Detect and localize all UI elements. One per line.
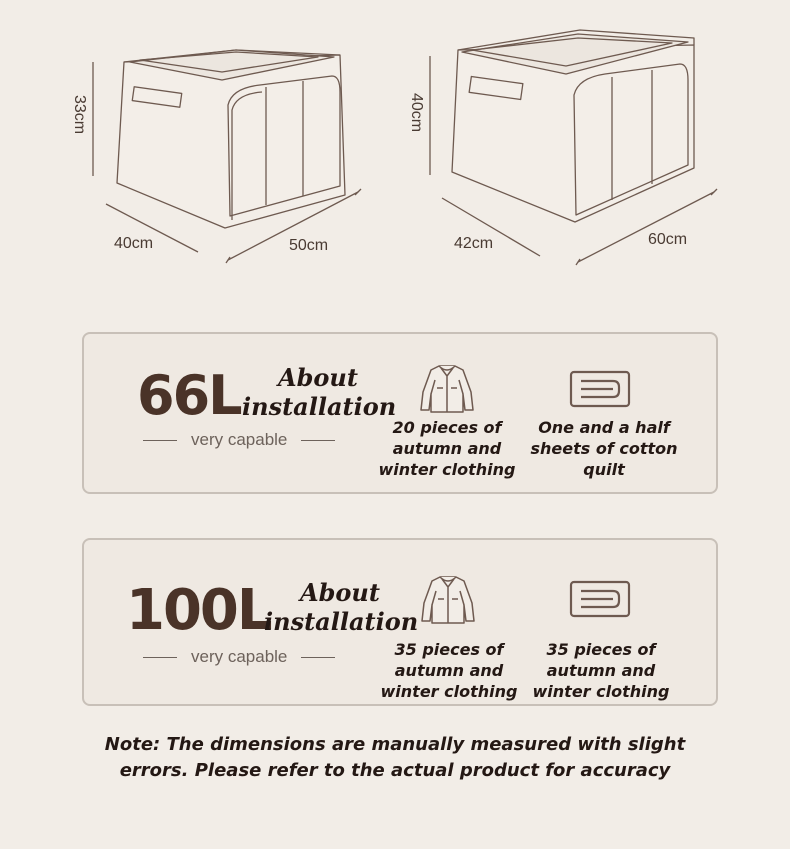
- quilt-icon: [569, 370, 631, 408]
- divider-line: [143, 657, 177, 658]
- about-line2: installation: [242, 392, 397, 421]
- about-line2: installation: [264, 607, 419, 636]
- divider-line: [301, 657, 335, 658]
- capacity-value: 100L: [126, 578, 271, 643]
- divider-line: [143, 440, 177, 441]
- note-line1: Note: The dimensions are manually measured with slight: [104, 734, 686, 755]
- box1-width-label: 50cm: [289, 237, 329, 254]
- about-line1: About: [300, 578, 380, 607]
- tagline-text: very capable: [191, 430, 288, 449]
- divider-line: [301, 440, 335, 441]
- box1-depth-label: 40cm: [114, 235, 154, 252]
- item-clothing-text: 35 pieces of autumn and winter clothing: [380, 640, 518, 701]
- about-installation-heading: [264, 578, 418, 636]
- note-line2: errors. Please refer to the actual product for accuracy: [119, 760, 671, 781]
- capacity-tagline: [143, 430, 335, 450]
- about-line1: About: [278, 363, 358, 392]
- storage-box-diagrams: [0, 0, 790, 300]
- capacity-value: 66L: [137, 364, 241, 427]
- box2-depth-label: 42cm: [454, 235, 494, 252]
- box2-width-label: 60cm: [648, 231, 688, 248]
- dimension-note: [0, 732, 790, 784]
- box1-height-label: 33cm: [71, 95, 88, 135]
- item-clothing-text: 35 pieces of autumn and winter clothing: [532, 640, 670, 701]
- jacket-icon: [418, 573, 478, 625]
- item-quilt-text: One and a half sheets of cotton quilt: [530, 418, 678, 479]
- tagline-text: very capable: [191, 647, 288, 666]
- about-installation-heading: [242, 363, 396, 421]
- capacity-tagline: [143, 647, 335, 667]
- item-clothing-text: 20 pieces of autumn and winter clothing: [378, 418, 516, 479]
- jacket-icon: [417, 362, 477, 414]
- box2-height-label: 40cm: [408, 93, 425, 133]
- quilt-icon: [569, 580, 631, 618]
